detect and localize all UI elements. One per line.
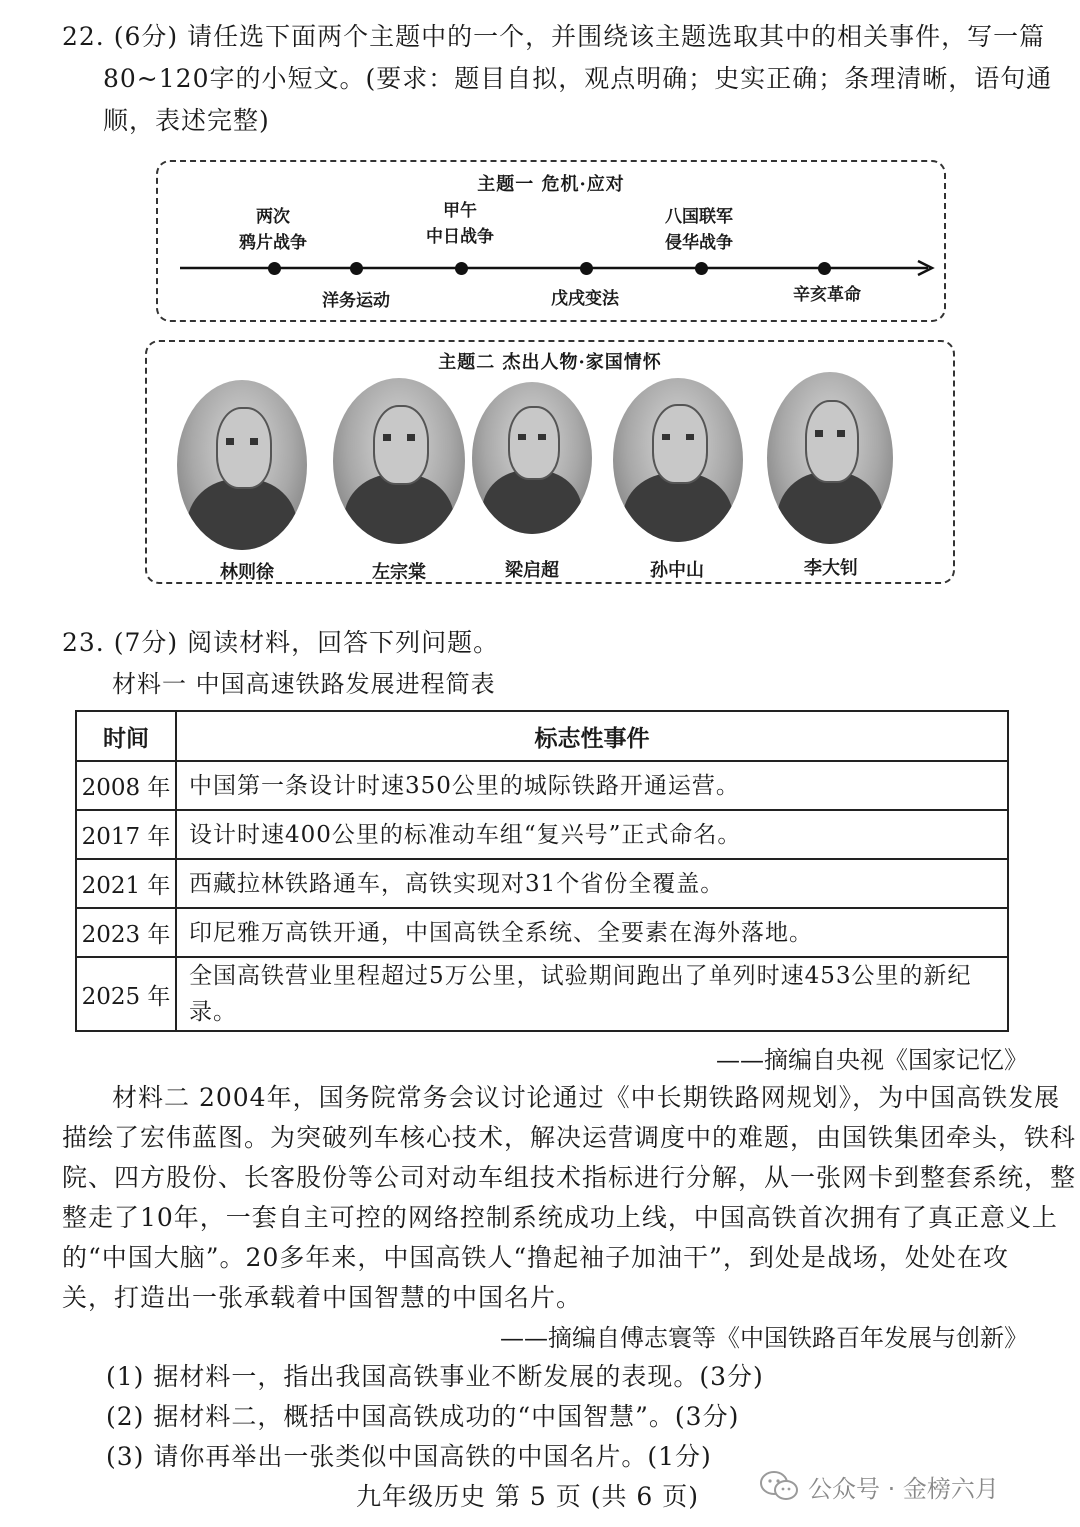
material1-title: 材料一 中国高速铁路发展进程简表: [112, 670, 496, 698]
watermark-text: 公众号 · 金榜六月: [808, 1474, 999, 1503]
subquestion: (1) 据材料一，指出我国高铁事业不断发展的表现。(3分): [106, 1362, 764, 1391]
table-row: [76, 810, 1008, 859]
person-name: 梁启超: [505, 560, 559, 581]
subquestion: (3) 请你再举出一张类似中国高铁的中国名片。(1分): [106, 1442, 712, 1471]
portrait-li-dazhao: [767, 372, 893, 544]
q22-line-2: 80~120字的小短文。(要求：题目自拟，观点明确；史实正确；条理清晰，语句通: [103, 64, 1053, 93]
row-event: 设计时速400公里的标准动车组“复兴号”正式命名。: [176, 810, 1008, 859]
event-xinhai-revolution: 辛亥革命: [793, 285, 861, 305]
timeline-dot: [268, 262, 281, 275]
material2-line: 关，打造出一张承载着中国智慧的中国名片。: [62, 1283, 583, 1312]
material2-line: 材料二 2004年，国务院常务会议讨论通过《中长期铁路网规划》，为中国高铁发展: [112, 1083, 1061, 1112]
portrait-lin-zexu: [177, 380, 307, 550]
table-header-row: [76, 711, 1008, 761]
row-event: 印尼雅万高铁开通，中国高铁全系统、全要素在海外落地。: [176, 908, 1008, 957]
person-name: 李大钊: [804, 558, 858, 579]
row-year: 2008 年: [76, 761, 176, 810]
row-event: 西藏拉林铁路通车，高铁实现对31个省份全覆盖。: [176, 859, 1008, 908]
row-year: 2025 年: [76, 957, 176, 1031]
watermark: [760, 1464, 1060, 1508]
timeline-dot: [350, 262, 363, 275]
q22-line-1: 22. (6分) 请任选下面两个主题中的一个，并围绕该主题选取其中的相关事件，写一篇: [62, 22, 1046, 51]
row-year: 2017 年: [76, 810, 176, 859]
material2-line: 描绘了宏伟蓝图。为突破列车核心技术，解决运营调度中的难题，由国铁集团牵头，铁科: [62, 1123, 1077, 1152]
timeline-dot: [455, 262, 468, 275]
event-opium-wars: 两次 鸦片战争: [239, 207, 307, 253]
table-row: [76, 859, 1008, 908]
header-event: 标志性事件: [176, 711, 1008, 761]
page-footer: 九年级历史 第 5 页 (共 6 页): [356, 1482, 699, 1511]
table-row: [76, 957, 1008, 1031]
material2-line: 院、四方股份、长客股份等公司对动车组技术指标进行分解，从一张网卡到整套系统，整: [62, 1163, 1077, 1192]
portrait-sun-zhongshan: [613, 378, 743, 542]
timeline-dot: [580, 262, 593, 275]
q22-line-3: 顺，表述完整): [103, 106, 270, 135]
event-westernization-movement: 洋务运动: [322, 291, 390, 311]
q23-heading: 23. (7分) 阅读材料，回答下列问题。: [62, 628, 500, 657]
material2-line: 的“中国大脑”。20多年来，中国高铁人“撸起袖子加油干”，到处是战场，处处在攻: [62, 1243, 1009, 1272]
timeline-dot: [818, 262, 831, 275]
event-eight-nation-alliance: 八国联军 侵华战争: [665, 207, 733, 253]
person-name: 林则徐: [220, 562, 274, 583]
theme2-title: 主题二 杰出人物·家国情怀: [438, 352, 662, 373]
material2-line: 整走了10年，一套自主可控的网络控制系统成功上线，中国高铁首次拥有了真正意义上: [62, 1203, 1058, 1232]
row-year: 2021 年: [76, 859, 176, 908]
railway-table: [75, 710, 1009, 1032]
source-2: ——摘编自傅志寰等《中国铁路百年发展与创新》: [500, 1324, 1028, 1352]
header-time: 时间: [76, 711, 176, 761]
timeline-dot: [695, 262, 708, 275]
source-1: ——摘编自央视《国家记忆》: [716, 1046, 1028, 1074]
person-name: 左宗棠: [372, 562, 426, 583]
theme1-box: [156, 160, 946, 322]
portrait-zuo-zongtang: [333, 378, 465, 544]
subquestion: (2) 据材料二，概括中国高铁成功的“中国智慧”。(3分): [106, 1402, 740, 1431]
row-event: 全国高铁营业里程超过5万公里，试验期间跑出了单列时速453公里的新纪录。: [176, 957, 1008, 1031]
portrait-liang-qichao: [472, 382, 592, 534]
wechat-icon: [760, 1470, 798, 1502]
person-name: 孙中山: [650, 560, 704, 581]
row-year: 2023 年: [76, 908, 176, 957]
row-event: 中国第一条设计时速350公里的城际铁路开通运营。: [176, 761, 1008, 810]
theme1-title: 主题一 危机·应对: [477, 174, 625, 195]
event-sino-japanese-war: 甲午 中日战争: [426, 201, 494, 247]
table-row: [76, 761, 1008, 810]
event-hundred-days-reform: 戊戌变法: [551, 289, 619, 309]
theme2-box: [145, 340, 955, 584]
table-row: [76, 908, 1008, 957]
